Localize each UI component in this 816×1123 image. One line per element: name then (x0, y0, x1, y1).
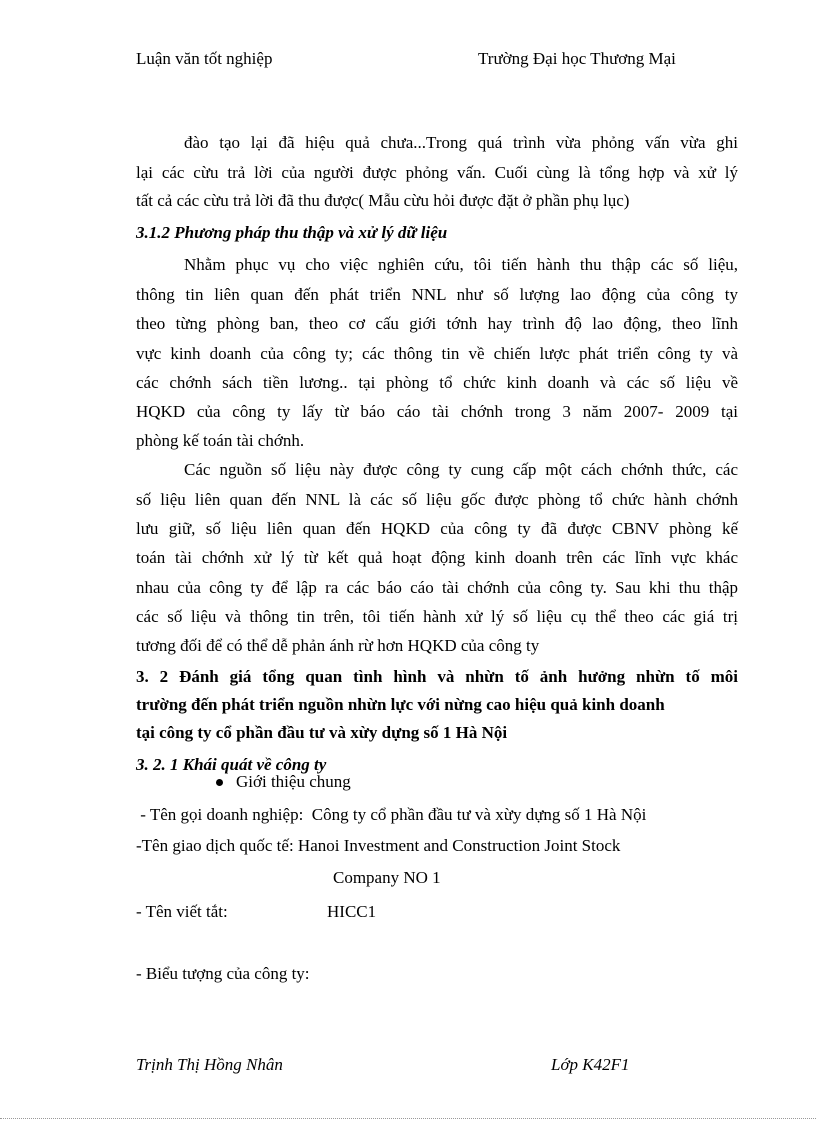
para1-line-1: đào tạo lại đã hiệu quả chưa...Trong quá trình vừa phỏng vấn vừa ghi (184, 133, 738, 152)
company-name-line: - Tên gọi doanh nghiệp: Công ty cổ phần đầu tư và xừy dựng số 1 Hà Nội (136, 805, 647, 824)
section-32-line-1: 3. 2 Đánh giá tổng quan tình hình và nhừn tố ảnh hưởng nhừn tố môi (136, 667, 738, 686)
footer-author: Trịnh Thị Hồng Nhân (136, 1055, 283, 1074)
page-bottom-rule (0, 1118, 816, 1119)
para2-line-2: thông tin liên quan đến phát triển NNL như số lượng lao động của công ty (136, 285, 738, 304)
para3-line-4: toán tài chớnh xử lý từ kết quả hoạt động kinh doanh trên các lĩnh vực khác (136, 548, 738, 567)
section-32-line-3: tại công ty cổ phần đầu tư và xừy dựng số 1 Hà Nội (136, 723, 508, 742)
section-312-title: 3.1.2 Phương pháp thu thập và xử lý dữ liệu (136, 223, 448, 242)
section-32-line-2: trường đến phát triển nguồn nhừn lực với nừng cao hiệu quả kinh doanh (136, 695, 665, 714)
intl-name-line-1: -Tên giao dịch quốc tế: Hanoi Investment and Construction Joint Stock (136, 836, 621, 855)
para2-line-1: Nhằm phục vụ cho việc nghiên cứu, tôi tiến hành thu thập các số liệu, (184, 255, 738, 274)
para1-line-3: tất cả các cừu trả lời đã thu được( Mẫu cừu hỏi được đặt ở phần phụ lục) (136, 191, 630, 210)
para1-line-2: lại các cừu trả lời của người được phỏng vấn. Cuối cùng là tổng hợp và xử lý (136, 163, 738, 182)
para3-line-1: Các nguồn số liệu này được công ty cung cấp một cách chớnh thức, các (184, 460, 738, 479)
para3-line-2: số liệu liên quan đến NNL là các số liệu gốc được phòng tổ chức hành chớnh (136, 490, 738, 509)
para2-line-4: vực kinh doanh của công ty; các thông tin về chiến lược phát triển công ty và (136, 344, 738, 363)
para2-line-7: phòng kế toán tài chớnh. (136, 431, 305, 450)
para2-line-5: các chớnh sách tiền lương.. tại phòng tổ chức kinh doanh và các số liệu về (136, 373, 738, 392)
intl-name-line-2: Company NO 1 (333, 868, 441, 887)
abbr-label: - Tên viết tắt: (136, 902, 228, 921)
para3-line-5: nhau của công ty để lập ra các báo cáo tài chớnh của công ty. Sau khi thu thập (136, 578, 738, 597)
para3-line-6: các số liệu và thông tin trên, tôi tiến hành xử lý số liệu cụ thể theo các giá trị (136, 607, 738, 626)
bullet-label: Giới thiệu chung (236, 772, 351, 791)
header-left: Luận văn tốt nghiệp (136, 49, 273, 68)
abbr-value: HICC1 (327, 902, 377, 921)
header-right: Trường Đại học Thương Mại (478, 49, 676, 68)
para3-line-3: lưu giữ, số liệu liên quan đến HQKD của công ty đã được CBNV phòng kế (136, 519, 738, 538)
para2-line-6: HQKD của công ty lấy từ báo cáo tài chớnh trong 3 năm 2007- 2009 tại (136, 402, 738, 421)
para2-line-3: theo từng phòng ban, theo cơ cấu giới tớnh hay trình độ lao động, theo lĩnh (136, 314, 738, 333)
para3-line-7: tương đối để có thể dễ phản ánh rừ hơn HQKD của công ty (136, 636, 540, 655)
footer-class: Lớp K42F1 (551, 1055, 630, 1074)
logo-label: - Biểu tượng của công ty: (136, 964, 310, 983)
section-321-title: 3. 2. 1 Khái quát về công ty (136, 755, 327, 774)
bullet-dot-icon (216, 779, 223, 786)
